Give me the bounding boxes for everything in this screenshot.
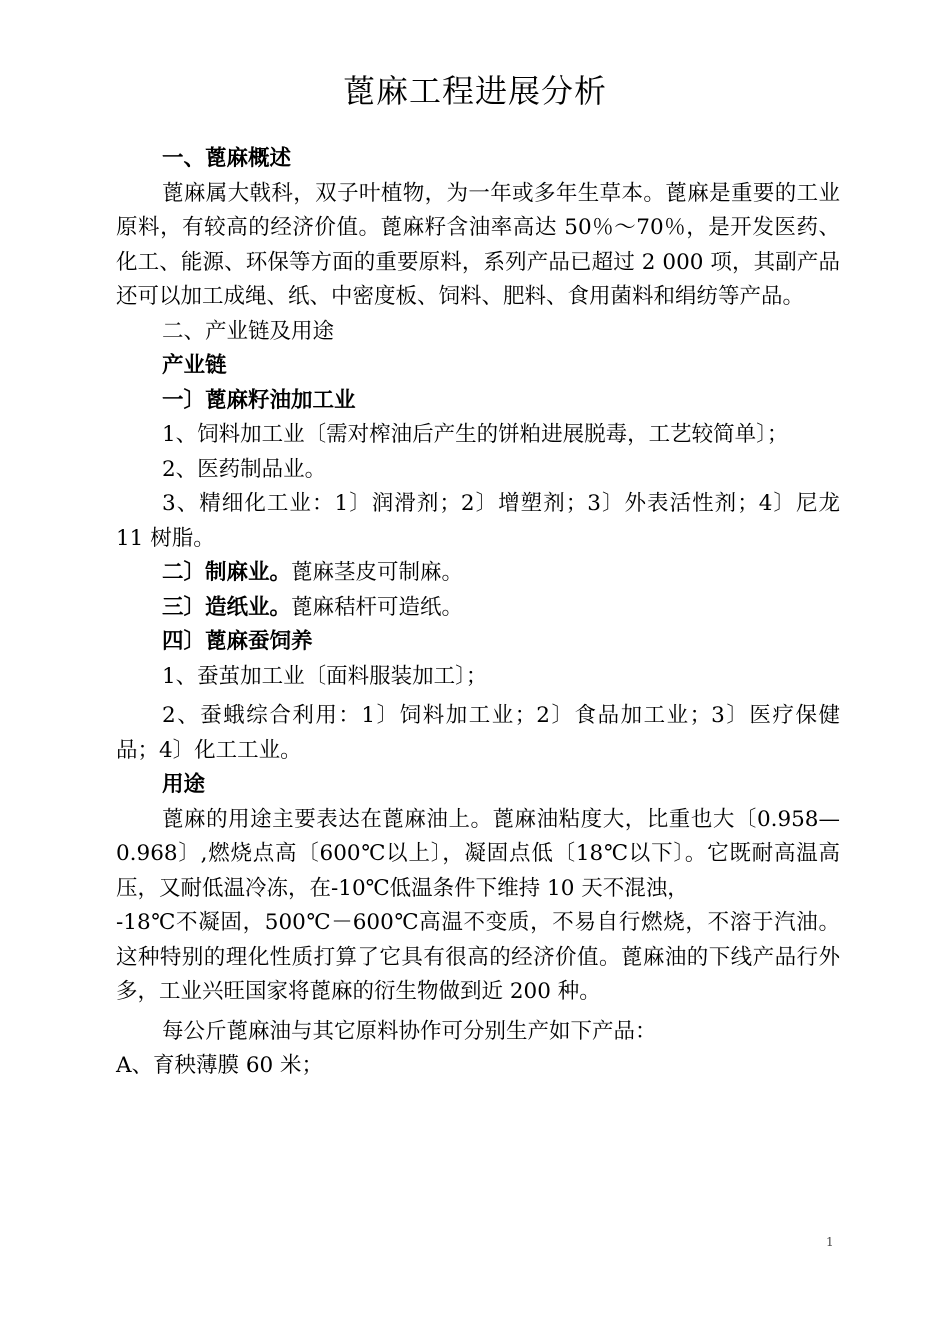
subheading-industry-chain: 产业链 [162, 353, 227, 378]
hemp-text: 蓖麻茎皮可制麻。 [291, 560, 464, 585]
list-item-medicine: 2、医药制品业。 [162, 456, 327, 482]
list-item-a: A、育秧薄膜 60 米； [116, 1053, 324, 1078]
paragraph-uses-3: 每公斤蓖麻油与其它原料协作可分别生产如下产品： [162, 1018, 657, 1044]
list-item-moth: 2、蚕蛾综合利用：1〕饲料加工业；2〕食品加工业；3〕医疗保健品；4〕化工工业。 [116, 703, 840, 763]
paragraph-paper [116, 591, 840, 626]
section-heading-overview: 一、蓖麻概述 [162, 146, 292, 171]
paragraph-uses-2: -18℃不凝固，500℃－600℃高温不变质，不易自行燃烧，不溶于汽油。这种特别的理化性质打算了它具有很高的经济价值。蓖麻油的下线产品行外多，工业兴旺国家将蓖麻的衍生物做到近 200 种。 [116, 910, 840, 1004]
paragraph-uses-1: 蓖麻的用途主要表达在蓖麻油上。蓖麻油粘度大，比重也大〔0.958—0.968〕,燃烧点高〔600℃以上〕，凝固点低〔18℃以下〕。它既耐高温高压，又耐低温冷冻，在-10℃低温条件下维持 10 天不混浊， [116, 806, 840, 901]
section-heading-industry: 二、产业链及用途 [162, 318, 335, 344]
document-body [116, 142, 840, 1084]
page-number: 1 [826, 1235, 834, 1249]
subheading-seed-oil: 一〕蓖麻籽油加工业 [162, 387, 356, 413]
list-item-fine-chemical: 3、精细化工业：1〕润滑剂；2〕增塑剂；3〕外表活性剂；4〕尼龙 11 树脂。 [116, 491, 840, 551]
subheading-silkworm: 四〕蓖麻蚕饲养 [162, 629, 313, 654]
paragraph-overview: 蓖麻属大戟科，双子叶植物，为一年或多年生草本。蓖麻是重要的工业原料，有较高的经济价值。蓖麻籽含油率高达 50％～70％，是开发医药、化工、能源、环保等方面的重要原料，系列产品已超过 2 000 项，其副产品还可以加工成绳、纸、中密度板、饲料、肥料、食用菌料和绢纺等产品。 [116, 180, 840, 309]
paragraph-hemp [116, 556, 840, 591]
paper-text: 蓖麻秸杆可造纸。 [291, 594, 464, 620]
subheading-hemp: 二〕制麻业。 [162, 560, 292, 585]
subheading-paper: 三〕造纸业。 [162, 594, 292, 620]
list-item-cocoon: 1、蚕茧加工业〔面料服装加工〕； [162, 663, 488, 689]
list-item-feed: 1、饲料加工业〔需对榨油后产生的饼粕进展脱毒，工艺较简单〕； [162, 422, 789, 447]
subheading-uses: 用途 [162, 772, 206, 797]
document-title: 蓖麻工程进展分析 [342, 72, 607, 110]
